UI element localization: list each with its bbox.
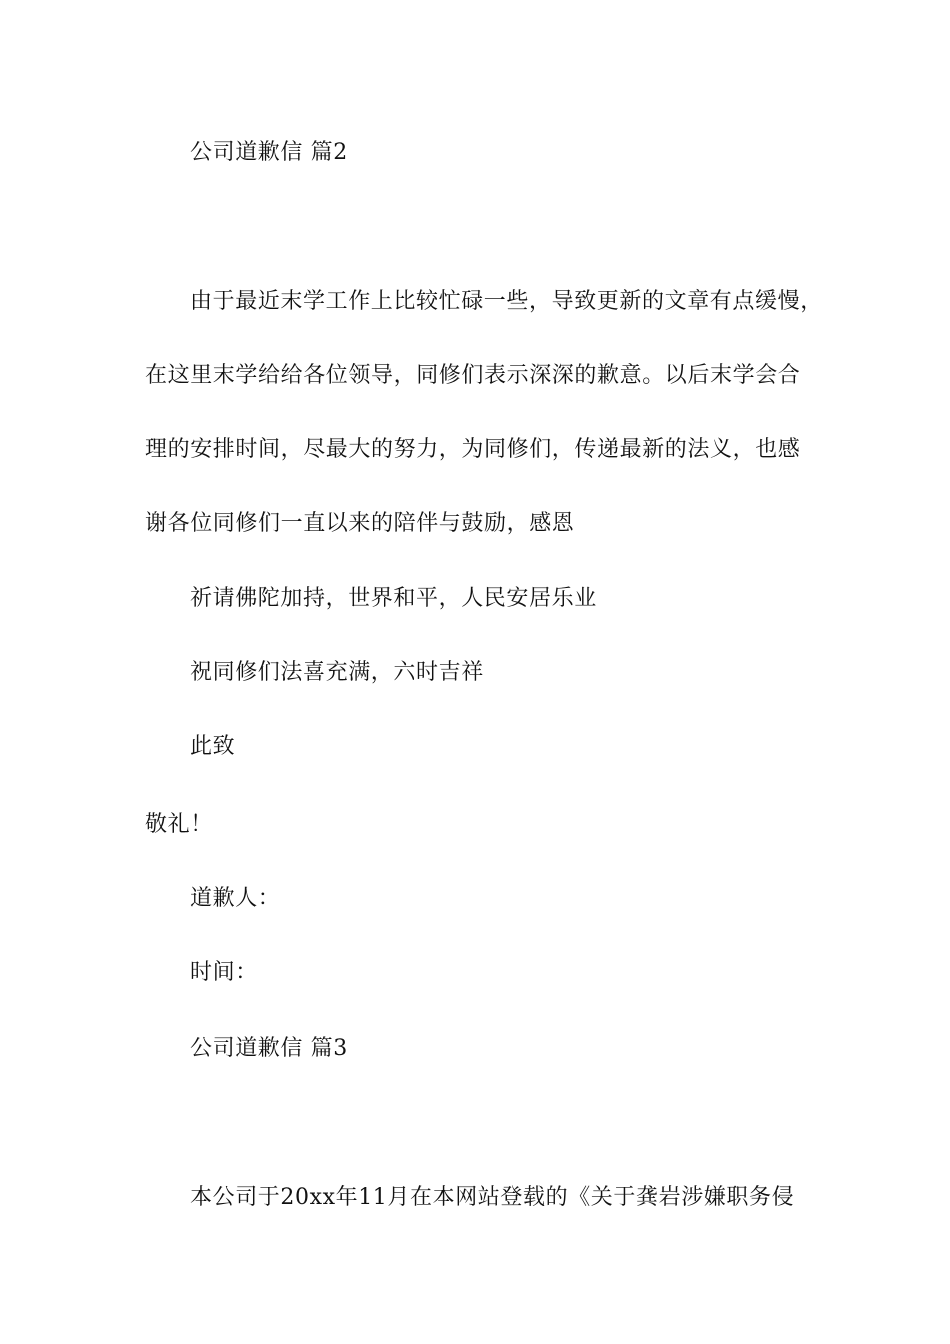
paragraph-line: 本公司于20xx年11月在本网站登载的《关于龚岩涉嫌职务侵 bbox=[190, 1185, 795, 1210]
paragraph-line: 理的安排时间，尽最大的努力，为同修们，传递最新的法义，也感 bbox=[145, 437, 801, 462]
paragraph-line: 在这里末学给给各位领导，同修们表示深深的歉意。以后末学会合 bbox=[145, 363, 801, 388]
closing-salutation: 此致 bbox=[190, 734, 236, 759]
paragraph-line: 由于最近末学工作上比较忙碌一些，导致更新的文章有点缓慢， bbox=[190, 289, 823, 314]
date-label: 时间： bbox=[190, 960, 258, 985]
section-heading: 公司道歉信 篇2 bbox=[190, 140, 348, 165]
paragraph: 祝同修们法喜充满，六时吉祥 bbox=[190, 660, 484, 685]
paragraph-line: 谢各位同修们一直以来的陪伴与鼓励，感恩 bbox=[145, 511, 575, 536]
closing-regards: 敬礼！ bbox=[145, 812, 213, 837]
paragraph: 祈请佛陀加持，世界和平，人民安居乐业 bbox=[190, 586, 597, 611]
signature-label: 道歉人： bbox=[190, 886, 281, 911]
section-heading: 公司道歉信 篇3 bbox=[190, 1036, 348, 1061]
